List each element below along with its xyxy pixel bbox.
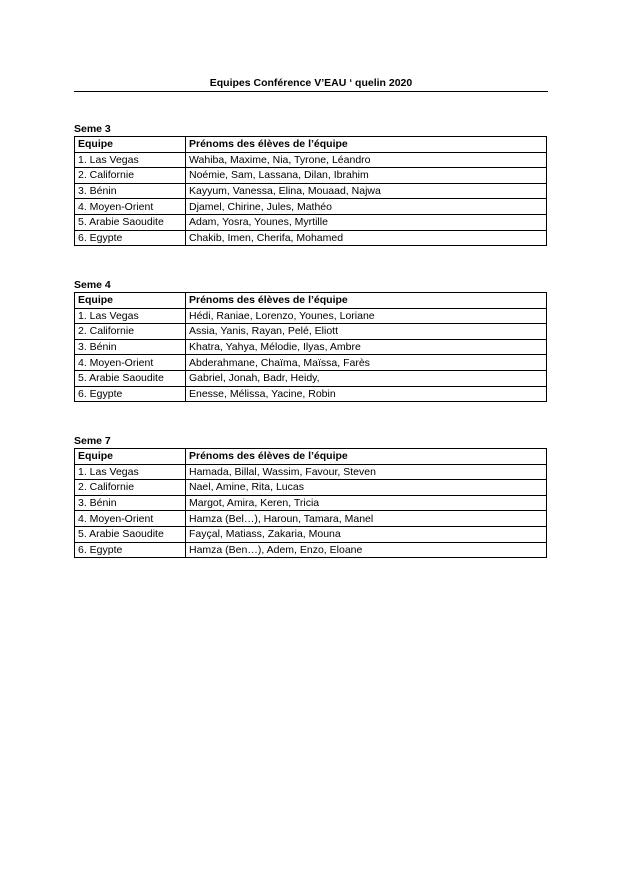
students-cell: Assia, Yanis, Rayan, Pelé, Eliott: [186, 324, 547, 340]
table-row: [75, 152, 547, 168]
students-cell: Gabriel, Jonah, Badr, Heidy,: [186, 370, 547, 386]
table-row: [75, 183, 547, 199]
team-cell: 1. Las Vegas: [75, 308, 186, 324]
students-cell: Hamza (Ben…), Adem, Enzo, Eloane: [186, 542, 547, 558]
students-cell: Margot, Amira, Keren, Tricia: [186, 495, 547, 511]
students-cell: Kayyum, Vanessa, Elina, Mouaad, Najwa: [186, 183, 547, 199]
table-row: [75, 511, 547, 527]
students-cell: Abderahmane, Chaïma, Maïssa, Farès: [186, 355, 547, 371]
team-cell: 5. Arabie Saoudite: [75, 370, 186, 386]
table-header-row: [75, 293, 547, 309]
team-cell: 3. Bénin: [75, 339, 186, 355]
team-cell: 3. Bénin: [75, 495, 186, 511]
students-cell: Khatra, Yahya, Mélodie, Ilyas, Ambre: [186, 339, 547, 355]
table-row: [75, 386, 547, 402]
students-cell: Hamada, Billal, Wassim, Favour, Steven: [186, 464, 547, 480]
team-cell: 4. Moyen-Orient: [75, 355, 186, 371]
section-heading: Seme 4: [74, 279, 111, 291]
team-cell: 6. Egypte: [75, 542, 186, 558]
team-cell: 3. Bénin: [75, 183, 186, 199]
page-title: Equipes Conférence V’EAU ‘ quelin 2020: [209, 77, 413, 89]
team-cell: 5. Arabie Saoudite: [75, 214, 186, 230]
title-divider: [74, 91, 548, 92]
table-row: [75, 339, 547, 355]
team-cell: 2. Californie: [75, 168, 186, 184]
column-header-prenoms: Prénoms des élèves de l’équipe: [186, 293, 547, 309]
students-cell: Hédi, Raniae, Lorenzo, Younes, Loriane: [186, 308, 547, 324]
table-header-row: [75, 137, 547, 153]
students-cell: Enesse, Mélissa, Yacine, Robin: [186, 386, 547, 402]
section-seme-4: [74, 279, 546, 402]
column-header-equipe: Equipe: [75, 137, 186, 153]
students-cell: Nael, Amine, Rita, Lucas: [186, 480, 547, 496]
column-header-prenoms: Prénoms des élèves de l’équipe: [186, 449, 547, 465]
table-row: [75, 370, 547, 386]
team-cell: 2. Californie: [75, 480, 186, 496]
students-cell: Djamel, Chirine, Jules, Mathéo: [186, 199, 547, 215]
team-cell: 2. Californie: [75, 324, 186, 340]
team-cell: 4. Moyen-Orient: [75, 511, 186, 527]
column-header-equipe: Equipe: [75, 293, 186, 309]
team-cell: 1. Las Vegas: [75, 152, 186, 168]
students-cell: Noémie, Sam, Lassana, Dilan, Ibrahim: [186, 168, 547, 184]
table-header-row: [75, 449, 547, 465]
students-cell: Fayçal, Matiass, Zakaria, Mouna: [186, 526, 547, 542]
teams-table: [74, 292, 547, 402]
table-row: [75, 214, 547, 230]
section-seme-7: [74, 435, 546, 558]
section-seme-3: [74, 123, 546, 246]
team-cell: 6. Egypte: [75, 386, 186, 402]
table-row: [75, 480, 547, 496]
table-row: [75, 495, 547, 511]
team-cell: 1. Las Vegas: [75, 464, 186, 480]
teams-table: [74, 448, 547, 558]
table-row: [75, 324, 547, 340]
teams-table: [74, 136, 547, 246]
students-cell: Chakib, Imen, Cherifa, Mohamed: [186, 230, 547, 246]
table-row: [75, 355, 547, 371]
table-row: [75, 542, 547, 558]
students-cell: Hamza (Bel…), Haroun, Tamara, Manel: [186, 511, 547, 527]
team-cell: 4. Moyen-Orient: [75, 199, 186, 215]
table-row: [75, 168, 547, 184]
table-row: [75, 230, 547, 246]
students-cell: Wahiba, Maxime, Nia, Tyrone, Léandro: [186, 152, 547, 168]
column-header-prenoms: Prénoms des élèves de l’équipe: [186, 137, 547, 153]
table-row: [75, 464, 547, 480]
table-row: [75, 308, 547, 324]
team-cell: 6. Egypte: [75, 230, 186, 246]
section-heading: Seme 7: [74, 435, 111, 447]
column-header-equipe: Equipe: [75, 449, 186, 465]
students-cell: Adam, Yosra, Younes, Myrtille: [186, 214, 547, 230]
section-heading: Seme 3: [74, 123, 111, 135]
table-row: [75, 199, 547, 215]
team-cell: 5. Arabie Saoudite: [75, 526, 186, 542]
table-row: [75, 526, 547, 542]
